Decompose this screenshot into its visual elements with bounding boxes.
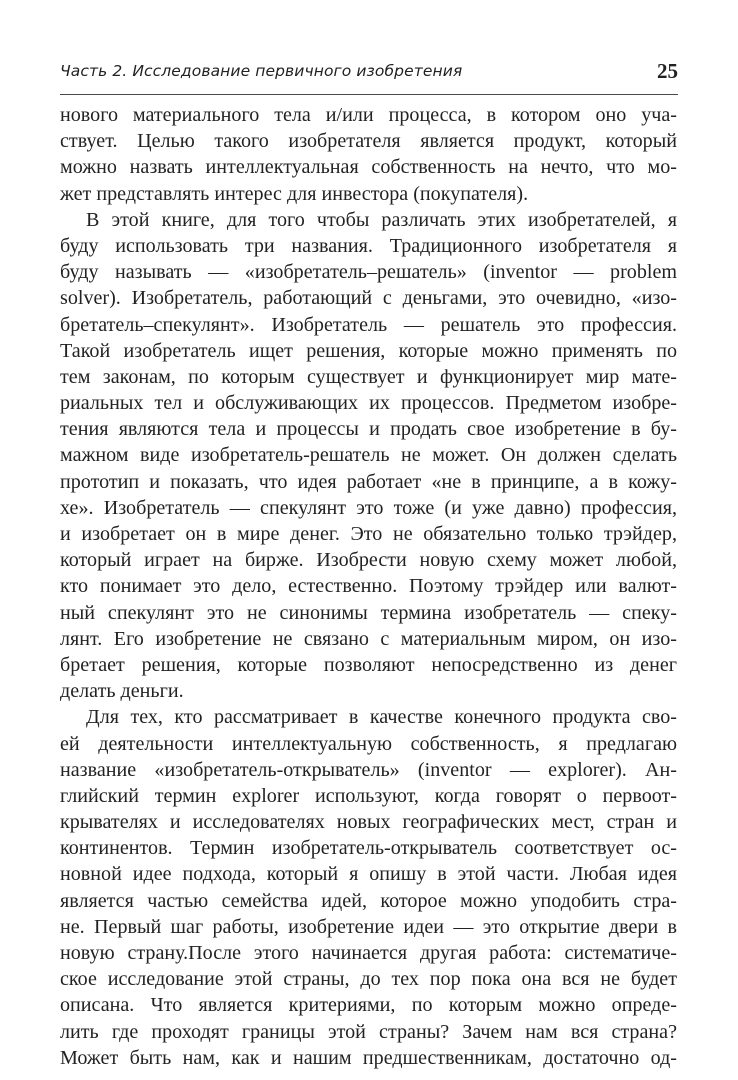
text-line: тения являются тела и процессы и продать свое изобретение в бу- <box>60 418 677 441</box>
text-line: нового материального тела и/или процесса, в котором оно уча- <box>60 104 677 126</box>
text-line: бретает решения, которые позволяют непосредственно из денег <box>60 653 677 676</box>
text-line: В этой книге, для того чтобы различать этих изобретателей, я <box>86 208 677 231</box>
text-line: бретатель–спекулянт». Изобретатель — решатель это профессия. <box>60 313 677 336</box>
text-line: Такой изобретатель ищет решения, которые можно применять по <box>60 339 677 362</box>
text-line: новую страну.После этого начинается другая работа: систематиче- <box>60 942 677 964</box>
text-line: кто понимает это дело, естественно. Поэтому трэйдер или валют- <box>60 575 677 598</box>
text-line: ный спекулянт это не синонимы термина изобретатель — спеку- <box>60 601 677 624</box>
text-line: является частью семейства идей, которое можно уподобить стра- <box>60 889 677 912</box>
text-line: делать деньги. <box>60 680 184 703</box>
text-line: хе». Изобретатель — спекулянт это тоже (и уже давно) профессия, <box>60 496 677 519</box>
text-line: новной идее подхода, который я опишу в этой части. Любая идея <box>60 863 677 886</box>
text-line: можно назвать интеллектуальная собственность на нечто, что мо- <box>60 156 677 179</box>
text-line: ей деятельности интеллектуальную собственность, я предлагаю <box>60 732 677 755</box>
text-line: крывателях и исследователях новых географических мест, стран и <box>60 811 677 834</box>
text-line: риальных тел и обслуживающих их процессов. Предметом изобре- <box>60 392 677 415</box>
text-line: описана. Что является критериями, по которым можно опреде- <box>60 994 677 1017</box>
page-header <box>60 58 678 95</box>
text-line: название «изобретатель-открыватель» (inventor — explorer). Ан- <box>60 758 677 781</box>
text-line: solver). Изобретатель, работающий с деньгами, это очевидно, «изо- <box>60 287 677 310</box>
text-line: ствует. Целью такого изобретателя является продукт, который <box>60 130 677 153</box>
text-line: лить где проходят границы этой страны? Зачем нам вся страна? <box>60 1020 677 1043</box>
text-line: Может быть нам, как и нашим предшественникам, достаточно од- <box>60 1046 677 1069</box>
text-line: прототип и показать, что идея работает «не в принципе, а в кожу- <box>60 470 677 493</box>
text-line: глийский термин explorer используют, когда говорят о первоот- <box>60 784 677 807</box>
running-head: Часть 2. Исследование первичного изобретения <box>60 62 463 80</box>
text-line: жет представлять интерес для инвестора (покупателя). <box>60 182 529 205</box>
text-line: буду использовать три названия. Традиционного изобретателя я <box>60 234 677 257</box>
page-number: 25 <box>657 59 678 83</box>
text-line: не. Первый шаг работы, изобретение идеи — это открытие двери в <box>60 915 677 938</box>
text-line: ское исследование этой страны, до тех пор пока она вся не будет <box>60 968 677 991</box>
body-text <box>60 102 677 1071</box>
text-line: лянт. Его изобретение не связано с материальным миром, он изо- <box>60 627 677 650</box>
text-line: и изобретает он в мире денег. Это не обязательно только трэйдер, <box>60 523 677 545</box>
text-line: Для тех, кто рассматривает в качестве конечного продукта сво- <box>86 706 677 729</box>
text-line: континентов. Термин изобретатель-открыватель соответствует ос- <box>60 837 677 860</box>
text-line: буду называть — «изобретатель–решатель» (inventor — problem <box>60 261 677 284</box>
text-line: мажном виде изобретатель-решатель не может. Он должен сделать <box>60 444 677 467</box>
text-line: тем законам, по которым существует и функционирует мир мате- <box>60 365 677 388</box>
text-line: который играет на бирже. Изобрести новую схему может любой, <box>60 549 677 572</box>
